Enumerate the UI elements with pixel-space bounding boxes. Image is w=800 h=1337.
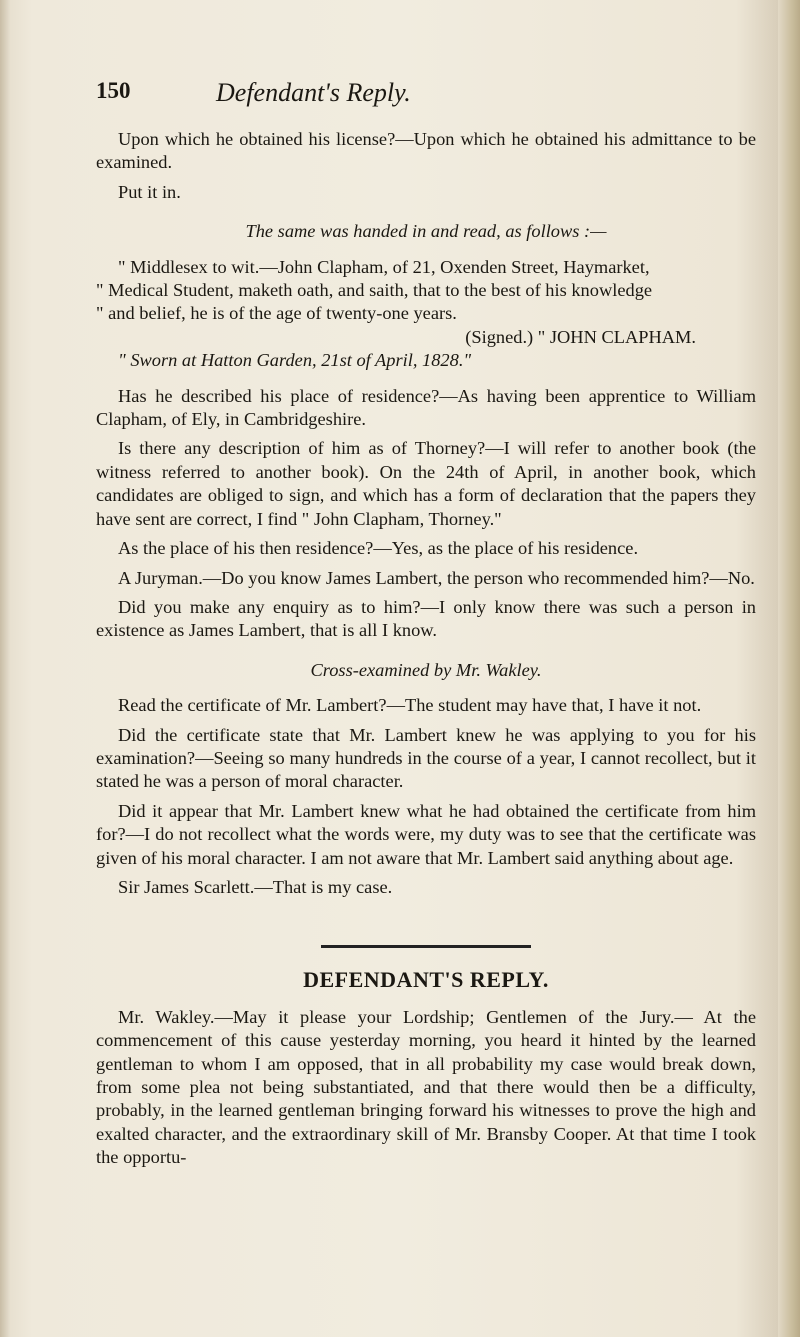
paragraph: As the place of his then residence?—Yes, as the place of his residence. <box>118 538 639 559</box>
page-header <box>96 78 736 118</box>
affidavit-line: " Medical Student, maketh oath, and saith, that to the best of his knowledge <box>96 280 653 301</box>
page-left-edge <box>0 0 10 1337</box>
affidavit-sworn: " Sworn at Hatton Garden, 21st of April, 1828." <box>118 350 472 371</box>
paragraph: Mr. Wakley.—May it please your Lordship; Gentlemen of the Jury.— At the commencement of this cause yesterday morning, you heard it hinted by the learned gentleman to whom I am opposed, that in all probability my case would break down, from some plea not being substantiated, and that there would then be a difficulty, probably, in the learned gentleman bringing forward his witnesses to prove the high and exalted character, and the extraordinary skill of Mr. Bransby Cooper. At that time I took the opportu- <box>96 1006 756 1168</box>
page-body <box>96 128 756 1176</box>
paragraph: Sir James Scarlett.—That is my case. <box>118 876 393 897</box>
paragraph: A Juryman.—Do you know James Lambert, the person who recommended him?—No. <box>118 567 755 588</box>
running-title: Defendant's Reply. <box>216 78 411 107</box>
paragraph: Is there any description of him as of Thorney?—I will refer to another book (the witness referred to another book). On the 24th of April, in another book, which candidates are obliged to sign, and which has a form of declaration that the papers they have sent are correct, I find " John Clapham, Thorney." <box>96 438 756 529</box>
affidavit-block <box>96 256 756 373</box>
paragraph: Put it in. <box>118 181 181 202</box>
paragraph: Upon which he obtained his license?—Upon which he obtained his admittance to be examined. <box>96 129 756 173</box>
paragraph: Did you make any enquiry as to him?—I only know there was such a person in existence as James Lambert, that is all I know. <box>96 596 756 641</box>
section-heading: DEFENDANT'S REPLY. <box>303 967 549 993</box>
section-divider <box>321 945 531 948</box>
paragraph: Did the certificate state that Mr. Lambert knew he was applying to you for his examination?—Seeing so many hundreds in the course of a year, I cannot recollect, but it stated he was a person of moral character. <box>96 724 756 792</box>
section-subheading: Cross-examined by Mr. Wakley. <box>310 659 542 680</box>
page-number: 150 <box>96 78 131 103</box>
affidavit-line: " Middlesex to wit.—John Clapham, of 21, Oxenden Street, Haymarket, <box>118 256 650 277</box>
page-right-edge <box>778 0 800 1337</box>
paragraph: Read the certificate of Mr. Lambert?—The student may have that, I have it not. <box>118 695 702 716</box>
narrative-note: The same was handed in and read, as follows :— <box>245 221 607 242</box>
paragraph: Did it appear that Mr. Lambert knew what he had obtained the certificate from him for?—I do not recollect what the words were, my duty was to see that the certificate was given of his moral character. I am not aware that Mr. Lambert said anything about age. <box>96 800 756 868</box>
paragraph: Has he described his place of residence?—As having been apprentice to William Clapham, of Ely, in Cambridgeshire. <box>96 385 756 430</box>
affidavit-signature: (Signed.) " JOHN CLAPHAM. <box>465 326 696 347</box>
affidavit-line: " and belief, he is of the age of twenty-one years. <box>96 303 457 324</box>
